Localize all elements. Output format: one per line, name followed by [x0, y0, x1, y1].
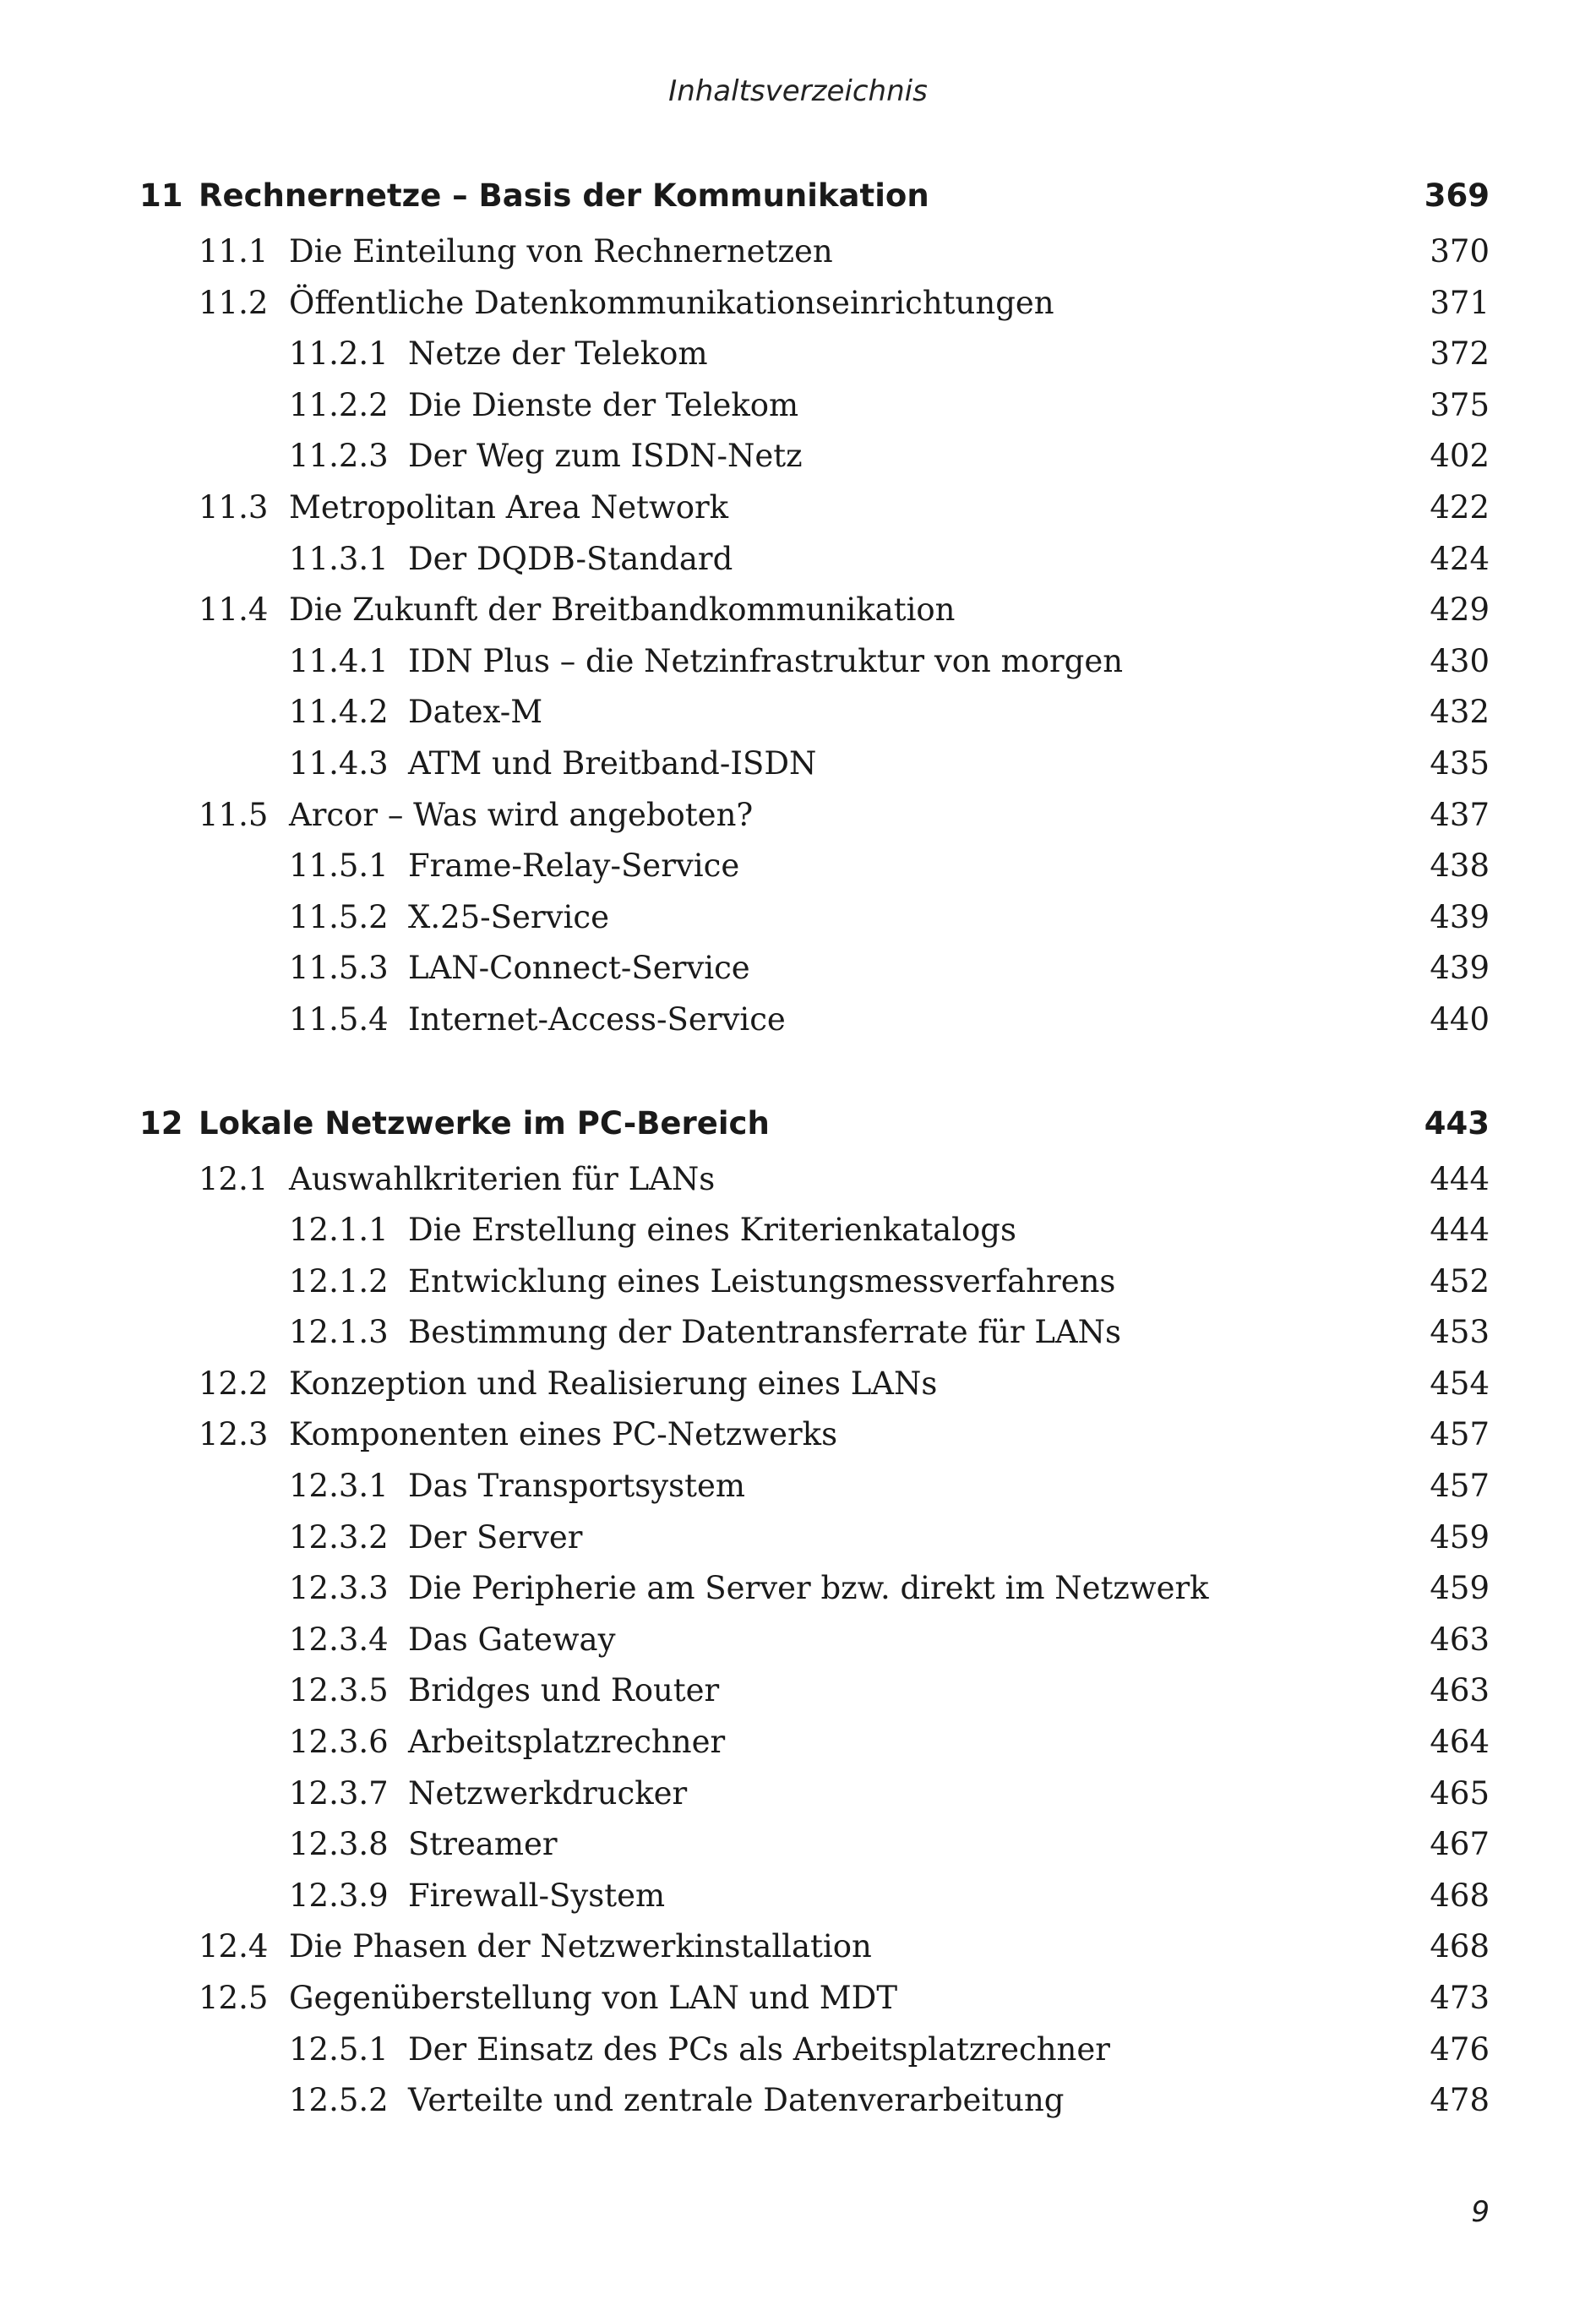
entry-title: Entwicklung eines Leistungsmessverfahrens: [408, 1262, 1116, 1300]
entry-title: IDN Plus – die Netzinfrastruktur von morgen: [408, 642, 1124, 679]
entry-number: 11.2.1: [289, 335, 389, 373]
chapter-number: 11: [139, 177, 183, 214]
chapter-number: 12: [139, 1104, 183, 1142]
toc-subsection[interactable]: [139, 943, 1490, 995]
toc-subsection[interactable]: [139, 1461, 1490, 1512]
entry-page: 465: [1430, 1774, 1490, 1812]
toc-section[interactable]: [139, 278, 1490, 330]
entry-title: Das Transportsystem: [408, 1468, 745, 1505]
toc-section[interactable]: [139, 790, 1490, 842]
entry-title: Die Dienste der Telekom: [408, 386, 799, 423]
toc-section[interactable]: [139, 482, 1490, 534]
entry-page: 439: [1430, 898, 1490, 935]
chapter-block: [139, 1093, 1490, 2127]
entry-title: Datex-M: [408, 694, 543, 731]
entry-number: 11.5.2: [289, 898, 389, 935]
entry-number: 12.3.8: [289, 1826, 389, 1863]
entry-number: 12.3.6: [289, 1724, 389, 1761]
chapter-heading[interactable]: [139, 1093, 1490, 1154]
entry-page: 444: [1430, 1160, 1490, 1197]
entry-number: 12.1.3: [289, 1314, 389, 1351]
toc-subsection[interactable]: [139, 1819, 1490, 1871]
entry-page: 468: [1430, 1877, 1490, 1914]
entry-number: 12.3.7: [289, 1774, 389, 1812]
entry-title: Die Zukunft der Breitbandkommunikation: [289, 591, 956, 629]
entry-title: Arcor – Was wird angeboten?: [289, 796, 754, 833]
entry-number: 11.2.2: [289, 386, 389, 423]
toc-subsection[interactable]: [139, 892, 1490, 944]
toc-subsection[interactable]: [139, 380, 1490, 432]
entry-page: 424: [1430, 540, 1490, 577]
entry-title: Komponenten eines PC-Netzwerks: [289, 1416, 838, 1453]
entry-number: 12.4: [199, 1928, 269, 1965]
page-number: 9: [1471, 2195, 1490, 2229]
toc-subsection[interactable]: [139, 687, 1490, 738]
toc-subsection[interactable]: [139, 1665, 1490, 1717]
entry-number: 12.3.3: [289, 1570, 389, 1607]
entry-number: 11.5: [199, 796, 269, 833]
entry-number: 12.3.2: [289, 1518, 389, 1556]
toc-subsection[interactable]: [139, 1615, 1490, 1666]
entry-page: 432: [1430, 694, 1490, 731]
entry-page: 468: [1430, 1928, 1490, 1965]
entry-title: Der Server: [408, 1518, 583, 1556]
toc-section[interactable]: [139, 226, 1490, 278]
entry-page: 457: [1430, 1416, 1490, 1453]
entry-page: 372: [1430, 335, 1490, 373]
entry-title: Der DQDB-Standard: [408, 540, 733, 577]
toc-subsection[interactable]: [139, 1563, 1490, 1615]
entry-page: 439: [1430, 950, 1490, 987]
entry-title: LAN-Connect-Service: [408, 950, 750, 987]
entry-page: 467: [1430, 1826, 1490, 1863]
entry-page: 478: [1430, 2082, 1490, 2119]
entry-number: 12.5: [199, 1980, 269, 2016]
entry-number: 11.4: [199, 591, 269, 629]
entry-title: Der Weg zum ISDN-Netz: [408, 438, 803, 475]
entry-number: 11.3.1: [289, 540, 389, 577]
entry-title: Die Erstellung eines Kriterienkatalogs: [408, 1212, 1016, 1249]
entry-title: Die Phasen der Netzwerkinstallation: [289, 1928, 872, 1965]
toc-subsection[interactable]: [139, 431, 1490, 482]
toc-section[interactable]: [139, 1921, 1490, 1973]
entry-number: 12.3.1: [289, 1468, 389, 1505]
entry-page: 375: [1430, 386, 1490, 423]
entry-title: Konzeption und Realisierung eines LANs: [289, 1365, 938, 1402]
entry-page: 454: [1430, 1365, 1490, 1402]
toc-section[interactable]: [139, 1154, 1490, 1206]
toc-subsection[interactable]: [139, 329, 1490, 380]
entry-number: 12.5.1: [289, 2030, 389, 2068]
entry-number: 11.4.2: [289, 694, 389, 731]
entry-page: 440: [1430, 1000, 1490, 1038]
entry-page: 476: [1430, 2030, 1490, 2068]
entry-number: 11.2: [199, 284, 269, 321]
entry-number: 11.4.1: [289, 642, 389, 679]
entry-title: Das Gateway: [408, 1621, 616, 1658]
entry-page: 371: [1430, 284, 1490, 321]
toc-subsection[interactable]: [139, 841, 1490, 892]
chapter-page: 369: [1424, 177, 1490, 214]
table-of-contents: [139, 166, 1490, 2174]
toc-section[interactable]: [139, 1359, 1490, 1410]
entry-number: 11.5.4: [289, 1000, 389, 1038]
toc-subsection[interactable]: [139, 1717, 1490, 1768]
entry-title: Bestimmung der Datentransferrate für LANs: [408, 1314, 1122, 1351]
chapter-heading[interactable]: [139, 166, 1490, 226]
entry-page: 463: [1430, 1621, 1490, 1658]
chapter-title: Lokale Netzwerke im PC-Bereich: [199, 1104, 770, 1142]
entry-page: 430: [1430, 642, 1490, 679]
entry-page: 437: [1430, 796, 1490, 833]
entry-page: 438: [1430, 847, 1490, 885]
entry-page: 429: [1430, 591, 1490, 629]
entry-page: 453: [1430, 1314, 1490, 1351]
toc-subsection[interactable]: [139, 738, 1490, 790]
entry-title: ATM und Breitband-ISDN: [408, 744, 817, 782]
entry-number: 12.2: [199, 1365, 269, 1402]
entry-number: 12.1.1: [289, 1212, 389, 1249]
entry-title: Metropolitan Area Network: [289, 488, 729, 526]
entry-page: 459: [1430, 1518, 1490, 1556]
entry-number: 12.3: [199, 1416, 269, 1453]
entry-title: Netzwerkdrucker: [408, 1774, 688, 1812]
chapter-block: [139, 166, 1490, 1046]
entry-page: 444: [1430, 1212, 1490, 1249]
entry-number: 11.2.3: [289, 438, 389, 475]
toc-subsection[interactable]: [139, 1768, 1490, 1820]
entry-page: 370: [1430, 233, 1490, 270]
entry-page: 473: [1430, 1980, 1490, 2016]
chapter-title: Rechnernetze – Basis der Kommunikation: [199, 177, 929, 214]
entry-page: 422: [1430, 488, 1490, 526]
entry-title: Netze der Telekom: [408, 335, 708, 373]
entry-title: Arbeitsplatzrechner: [408, 1724, 726, 1761]
entry-title: Firewall-System: [408, 1877, 666, 1914]
entry-number: 12.1: [199, 1160, 269, 1197]
entry-title: Streamer: [408, 1826, 558, 1863]
entry-title: Frame-Relay-Service: [408, 847, 740, 885]
entry-page: 464: [1430, 1724, 1490, 1761]
entry-page: 435: [1430, 744, 1490, 782]
toc-subsection[interactable]: [139, 1871, 1490, 1922]
entry-title: Auswahlkriterien für LANs: [289, 1160, 716, 1197]
entry-title: Der Einsatz des PCs als Arbeitsplatzrechner: [408, 2030, 1110, 2068]
entry-page: 402: [1430, 438, 1490, 475]
entry-title: Öffentliche Datenkommunikationseinrichtungen: [289, 284, 1054, 321]
entry-title: Internet-Access-Service: [408, 1000, 786, 1038]
entry-number: 12.3.9: [289, 1877, 389, 1914]
toc-subsection[interactable]: [139, 1512, 1490, 1564]
toc-subsection[interactable]: [139, 1307, 1490, 1359]
entry-title: Gegenüberstellung von LAN und MDT: [289, 1980, 898, 2016]
toc-subsection[interactable]: [139, 2024, 1490, 2076]
entry-title: Verteilte und zentrale Datenverarbeitung: [408, 2082, 1065, 2119]
entry-number: 12.5.2: [289, 2082, 389, 2119]
running-header: Inhaltsverzeichnis: [668, 74, 928, 108]
toc-subsection[interactable]: [139, 534, 1490, 586]
entry-number: 11.5.3: [289, 950, 389, 987]
toc-subsection[interactable]: [139, 1205, 1490, 1256]
entry-title: Die Peripherie am Server bzw. direkt im Netzwerk: [408, 1570, 1209, 1607]
entry-page: 459: [1430, 1570, 1490, 1607]
entry-page: 452: [1430, 1262, 1490, 1300]
toc-section[interactable]: [139, 1973, 1490, 2024]
entry-number: 11.3: [199, 488, 269, 526]
toc-section[interactable]: [139, 1409, 1490, 1461]
entry-number: 12.3.4: [289, 1621, 389, 1658]
entry-title: Die Einteilung von Rechnernetzen: [289, 233, 833, 270]
toc-subsection[interactable]: [139, 636, 1490, 688]
entry-title: Bridges und Router: [408, 1672, 720, 1709]
toc-subsection[interactable]: [139, 995, 1490, 1046]
chapter-page: 443: [1424, 1104, 1490, 1142]
entry-number: 11.1: [199, 233, 269, 270]
toc-subsection[interactable]: [139, 2075, 1490, 2127]
entry-page: 457: [1430, 1468, 1490, 1505]
toc-section[interactable]: [139, 585, 1490, 636]
entry-number: 11.5.1: [289, 847, 389, 885]
toc-subsection[interactable]: [139, 1256, 1490, 1308]
entry-number: 12.1.2: [289, 1262, 389, 1300]
entry-title: X.25-Service: [408, 898, 609, 935]
entry-number: 12.3.5: [289, 1672, 389, 1709]
entry-number: 11.4.3: [289, 744, 389, 782]
entry-page: 463: [1430, 1672, 1490, 1709]
